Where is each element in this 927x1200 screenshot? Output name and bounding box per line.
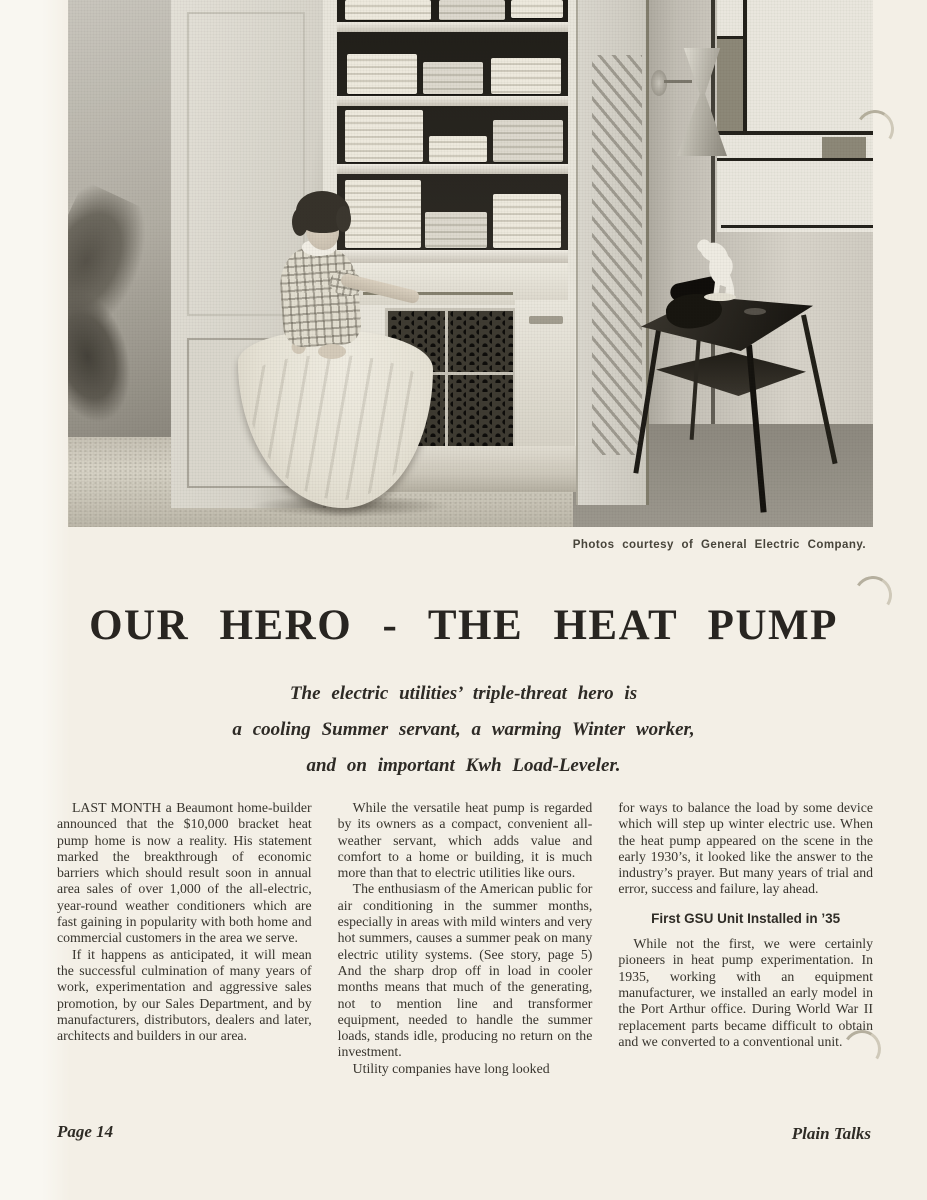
photo-towel-stack [439, 0, 505, 20]
closet-shelf [337, 22, 568, 32]
paragraph: for ways to balance the load by some device which will step up winter electric use. When the heat pump appeared on the scene in the early 1930’s, it looked like the answer to the industry’s prayer. But many years of trial and error, success and failure, lay ahead. [618, 800, 873, 897]
heat-pump-nameplate [529, 316, 563, 324]
photo-towel-stack [345, 0, 431, 20]
closet-shelf [337, 164, 568, 174]
article-body [57, 800, 873, 1077]
column-3 [618, 800, 873, 1077]
photo-towel-stack [493, 194, 561, 248]
deck-line-1: The electric utilities’ triple-threat hero is [289, 683, 638, 704]
column-2 [338, 800, 593, 1077]
photo-caption: Photos courtesy of General Electric Company. [572, 539, 866, 551]
paragraph: Utility companies have long looked [352, 1060, 550, 1076]
photo-towel-stack [345, 110, 423, 162]
deck-line-3: and on important Kwh Load-Leveler. [306, 755, 621, 776]
deck-line-2: a cooling Summer servant, a warming Winter worker, [232, 719, 695, 740]
photo-wall-sconce [651, 70, 667, 96]
article-headline: OUR HERO - THE HEAT PUMP [89, 602, 838, 649]
article-photo [68, 0, 873, 527]
closet-shelf [337, 96, 568, 106]
photo-heat-pump-panel [515, 300, 575, 446]
mural-block [717, 39, 743, 131]
photo-towel-stack [491, 58, 561, 94]
photo-wall-mural [717, 0, 873, 232]
photo-horse-figurine [688, 235, 748, 305]
grille-frame [445, 308, 448, 450]
photo-towel-stack [347, 54, 417, 94]
paragraph: While the versatile heat pump is regarded by its owners as a compact, convenient all-weather servant, which adds value and comfort to a home or building, it is much more than that to electric utilities like ours. [337, 800, 593, 881]
section-subhead: First GSU Unit Installed in ’35 [651, 910, 841, 926]
closet-counter [337, 250, 568, 263]
paragraph: While not the first, we were certainly pioneers in heat pump experimentation. In 1935, working with an equipment manufacturer, we installed an early model in the Port Arthur office. During World War II replacement parts became difficult to obtain and we converted to a conventional unit. [618, 936, 873, 1049]
sconce-arm [664, 80, 692, 83]
photo-woman-hair [336, 206, 351, 232]
publication-name: Plain Talks [791, 1124, 871, 1143]
photo-towel-stack [511, 0, 563, 18]
mural-line [717, 158, 873, 161]
photo-towel-stack [423, 62, 483, 94]
article-deck [0, 676, 927, 784]
louver-slats [592, 55, 642, 455]
photo-louvered-door [576, 0, 649, 505]
column-1 [57, 800, 312, 1077]
mural-line [717, 131, 873, 135]
photo-ashtray [744, 308, 766, 315]
photo-towel-stack [429, 136, 487, 162]
photo-towel-stack [425, 212, 487, 248]
photo-woman-hand [318, 344, 346, 359]
mural-line [721, 225, 873, 228]
paragraph: The enthusiasm of the American public for air conditioning in the summer months, especially in areas with mild winters and very hot summers, causes a summer peak on many electric utility systems. (See story, page 5) And the sharp drop off in load in cooler months means that much of the generating, not to mention line and transformer equipment, needed to handle the summer loads, stands idle, producing no return on the investment. [337, 881, 593, 1060]
paragraph: LAST MONTH a Beaumont home-builder announced that the $10,000 bracket heat pump home is now a reality. His statement marked the breakthrough of economic barriers which should result soon in annual area sales of over 1,000 of the all-electric, year-round weather conditioners which are fast gaining in popularity with both home and commercial customers in the area we serve. [57, 800, 312, 946]
photo-woman-hair [292, 208, 308, 236]
photo-towel-stack [493, 120, 563, 162]
mural-line [743, 0, 747, 133]
page-number: Page 14 [57, 1122, 114, 1141]
photo-towel-stack [345, 180, 421, 248]
paragraph: If it happens as anticipated, it will mean the successful culmination of many years of work, experimentation and aggressive sales promotion, by our Sales Department, and by manufacturers, distributors, dealers and later, architects and builders in our area. [57, 946, 312, 1044]
